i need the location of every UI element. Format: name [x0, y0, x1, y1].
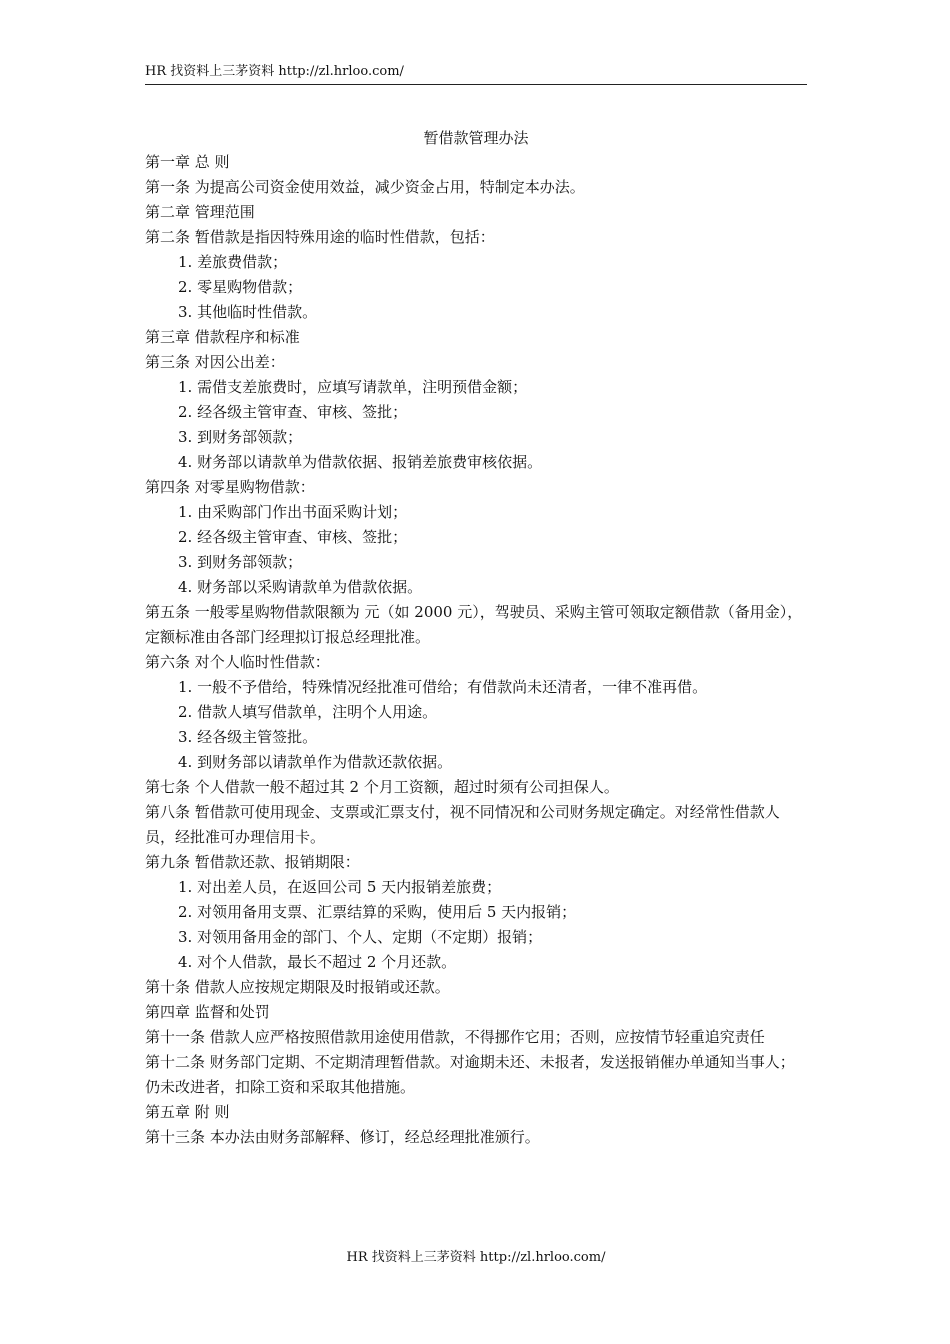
article-paragraph: 第十一条 借款人应严格按照借款用途使用借款，不得挪作它用；否则，应按情节轻重追究责任: [145, 1028, 765, 1046]
list-item: 1. 需借支差旅费时，应填写请款单，注明预借金额；: [178, 378, 528, 396]
article-paragraph: 第五条 一般零星购物借款限额为 元（如 2000 元），驾驶员、采购主管可领取定额借款（备用金），定额标准由各部门经理拟订报总经理批准。: [145, 603, 803, 646]
list-item: 4. 到财务部以请款单作为借款还款依据。: [178, 753, 453, 771]
chapter-heading: 第二章 管理范围: [145, 203, 255, 221]
list-item: 4. 财务部以采购请款单为借款依据。: [178, 578, 423, 596]
list-item: 2. 对领用备用支票、汇票结算的采购，使用后 5 天内报销；: [178, 903, 577, 921]
article-paragraph: 第十条 借款人应按规定期限及时报销或还款。: [145, 978, 450, 996]
document-body: [145, 150, 807, 1150]
list-item: 3. 其他临时性借款。: [178, 303, 318, 321]
list-item: 3. 到财务部领款；: [178, 428, 303, 446]
list-item: 4. 财务部以请款单为借款依据、报销差旅费审核依据。: [178, 453, 543, 471]
list-item: 1. 由采购部门作出书面采购计划；: [178, 503, 408, 521]
list-item: 2. 借款人填写借款单，注明个人用途。: [178, 703, 438, 721]
article-paragraph: 第七条 个人借款一般不超过其 2 个月工资额，超过时须有公司担保人。: [145, 778, 619, 796]
chapter-heading: 第四章 监督和处罚: [145, 1003, 270, 1021]
article-paragraph: 第九条 暂借款还款、报销期限：: [145, 853, 360, 871]
article-paragraph: 第三条 对因公出差：: [145, 353, 285, 371]
list-item: 3. 经各级主管签批。: [178, 728, 318, 746]
article-paragraph: 第四条 对零星购物借款：: [145, 478, 315, 496]
list-item: 2. 经各级主管审查、审核、签批；: [178, 403, 408, 421]
list-item: 1. 一般不予借给，特殊情况经批准可借给；有借款尚未还清者，一律不准再借。: [178, 678, 708, 696]
list-item: 1. 差旅费借款；: [178, 253, 288, 271]
article-paragraph: 第十二条 财务部门定期、不定期清理暂借款。对逾期未还、未报者，发送报销催办单通知当事人；仍未改进者，扣除工资和采取其他措施。: [145, 1053, 795, 1096]
document-title: 暂借款管理办法: [423, 129, 529, 147]
list-item: 2. 经各级主管审查、审核、签批；: [178, 528, 408, 546]
page-header: HR 找资料上三茅资料 http://zl.hrloo.com/: [145, 62, 807, 85]
list-item: 3. 对领用备用金的部门、个人、定期（不定期）报销；: [178, 928, 543, 946]
chapter-heading: 第三章 借款程序和标准: [145, 328, 300, 346]
list-item: 3. 到财务部领款；: [178, 553, 303, 571]
page-footer: HR 找资料上三茅资料 http://zl.hrloo.com/: [346, 1250, 606, 1265]
list-item: 1. 对出差人员，在返回公司 5 天内报销差旅费；: [178, 878, 502, 896]
article-paragraph: 第一条 为提高公司资金使用效益，减少资金占用，特制定本办法。: [145, 178, 585, 196]
chapter-heading: 第一章 总 则: [145, 153, 230, 171]
chapter-heading: 第五章 附 则: [145, 1103, 230, 1121]
list-item: 2. 零星购物借款；: [178, 278, 303, 296]
article-paragraph: 第二条 暂借款是指因特殊用途的临时性借款，包括：: [145, 228, 495, 246]
article-paragraph: 第八条 暂借款可使用现金、支票或汇票支付，视不同情况和公司财务规定确定。对经常性借款人员，经批准可办理信用卡。: [145, 803, 780, 846]
list-item: 4. 对个人借款，最长不超过 2 个月还款。: [178, 953, 457, 971]
article-paragraph: 第十三条 本办法由财务部解释、修订，经总经理批准颁行。: [145, 1128, 540, 1146]
article-paragraph: 第六条 对个人临时性借款：: [145, 653, 330, 671]
